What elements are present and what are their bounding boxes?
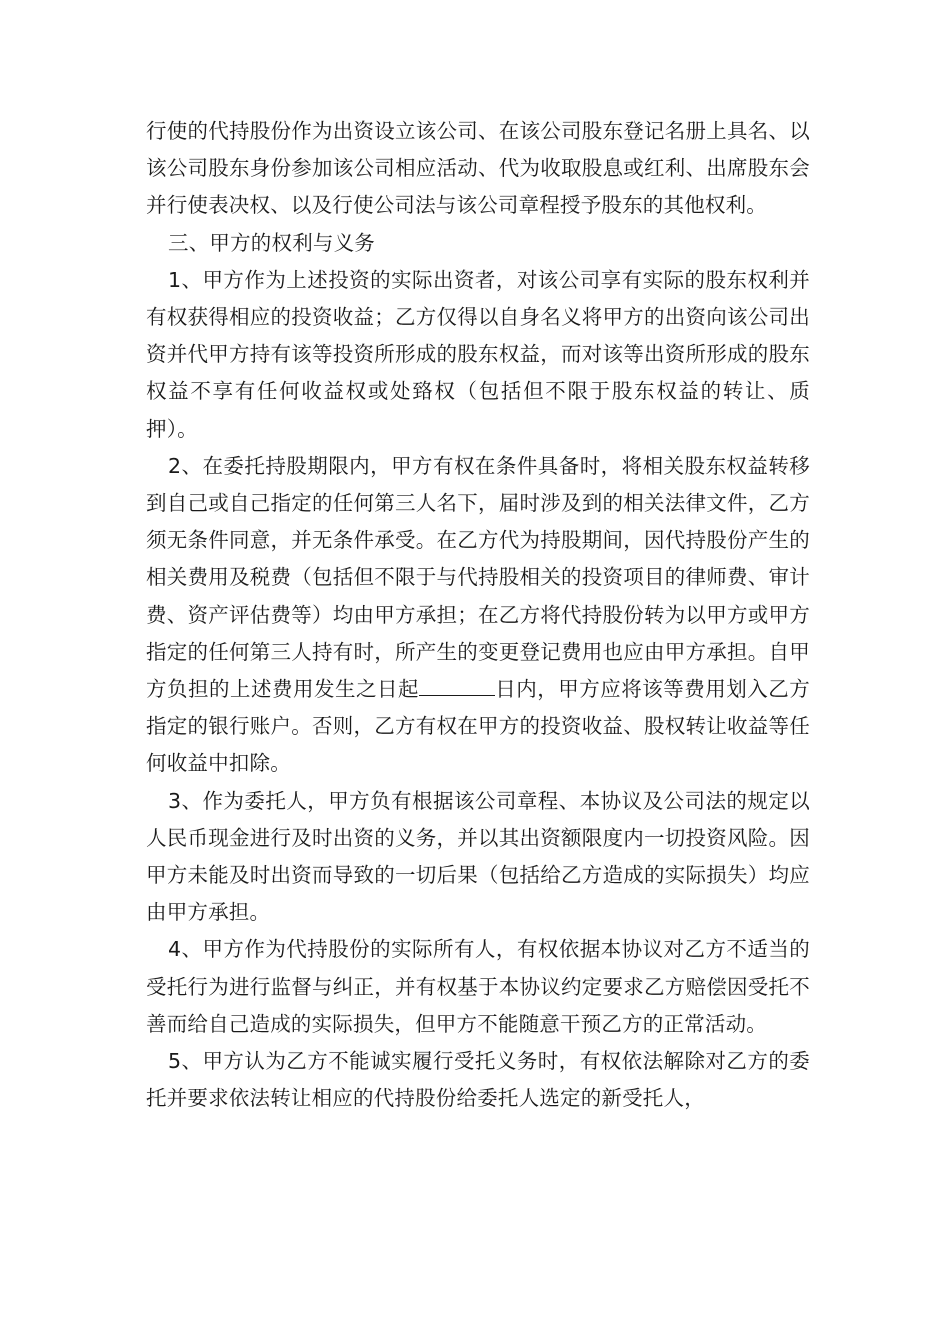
paragraph-continuation: 行使的代持股份作为出资设立该公司、在该公司股东登记名册上具名、以该公司股东身份参加该公司相应活动、代为收取股息或红利、出席股东会并行使表决权、以及行使公司法与该公司章程授予股东的其他权利。: [146, 119, 810, 218]
fill-in-blank-days: [419, 673, 495, 696]
clause-item-2-text-before-blank: 2、在委托持股期限内，甲方有权在条件具备时，将相关股东权益转移到自己或自己指定的任何第三人名下，届时涉及到的相关法律文件，乙方须无条件同意，并无条件承受。在乙方代为持股期间，因代持股份产生的相关费用及税费（包括但不限于与代持股相关的投资项目的律师费、审计费、资产评估费等）均由甲方承担；在乙方将代持股份转为以甲方或甲方指定的任何第三人持有时，所产生的变更登记费用也应由甲方承担。自甲方负担的上述费用发生之日起: [146, 453, 810, 702]
clause-item-2-text-after-blank: 日内，甲方应将该等费用划入乙方指定的银行账户。否则，乙方有权在甲方的投资收益、股权转让收益等任何收益中扣除。: [146, 677, 810, 776]
section-heading-rights-obligations: 三、甲方的权利与义务: [168, 230, 375, 255]
document-body: [146, 113, 810, 1117]
clause-item-4: 4、甲方作为代持股份的实际所有人，有权依据本协议对乙方不适当的受托行为进行监督与纠正，并有权基于本协议约定要求乙方赔偿因受托不善而给自己造成的实际损失，但甲方不能随意干预乙方的正常活动。: [146, 937, 810, 1036]
clause-item-1: 1、甲方作为上述投资的实际出资者，对该公司享有实际的股东权利并有权获得相应的投资收益；乙方仅得以自身名义将甲方的出资向该公司出资并代甲方持有该等投资所形成的股东权益，而对该等出资所形成的股东权益不享有任何收益权或处臵权（包括但不限于股东权益的转让、质押）。: [146, 267, 810, 441]
clause-item-5: 5、甲方认为乙方不能诚实履行受托义务时，有权依法解除对乙方的委托并要求依法转让相应的代持股份给委托人选定的新受托人，: [146, 1049, 810, 1111]
clause-item-3: 3、作为委托人，甲方负有根据该公司章程、本协议及公司法的规定以人民币现金进行及时出资的义务，并以其出资额限度内一切投资风险。因甲方未能及时出资而导致的一切后果（包括给乙方造成的实际损失）均应由甲方承担。: [146, 788, 810, 925]
clause-item-2: [146, 448, 810, 783]
